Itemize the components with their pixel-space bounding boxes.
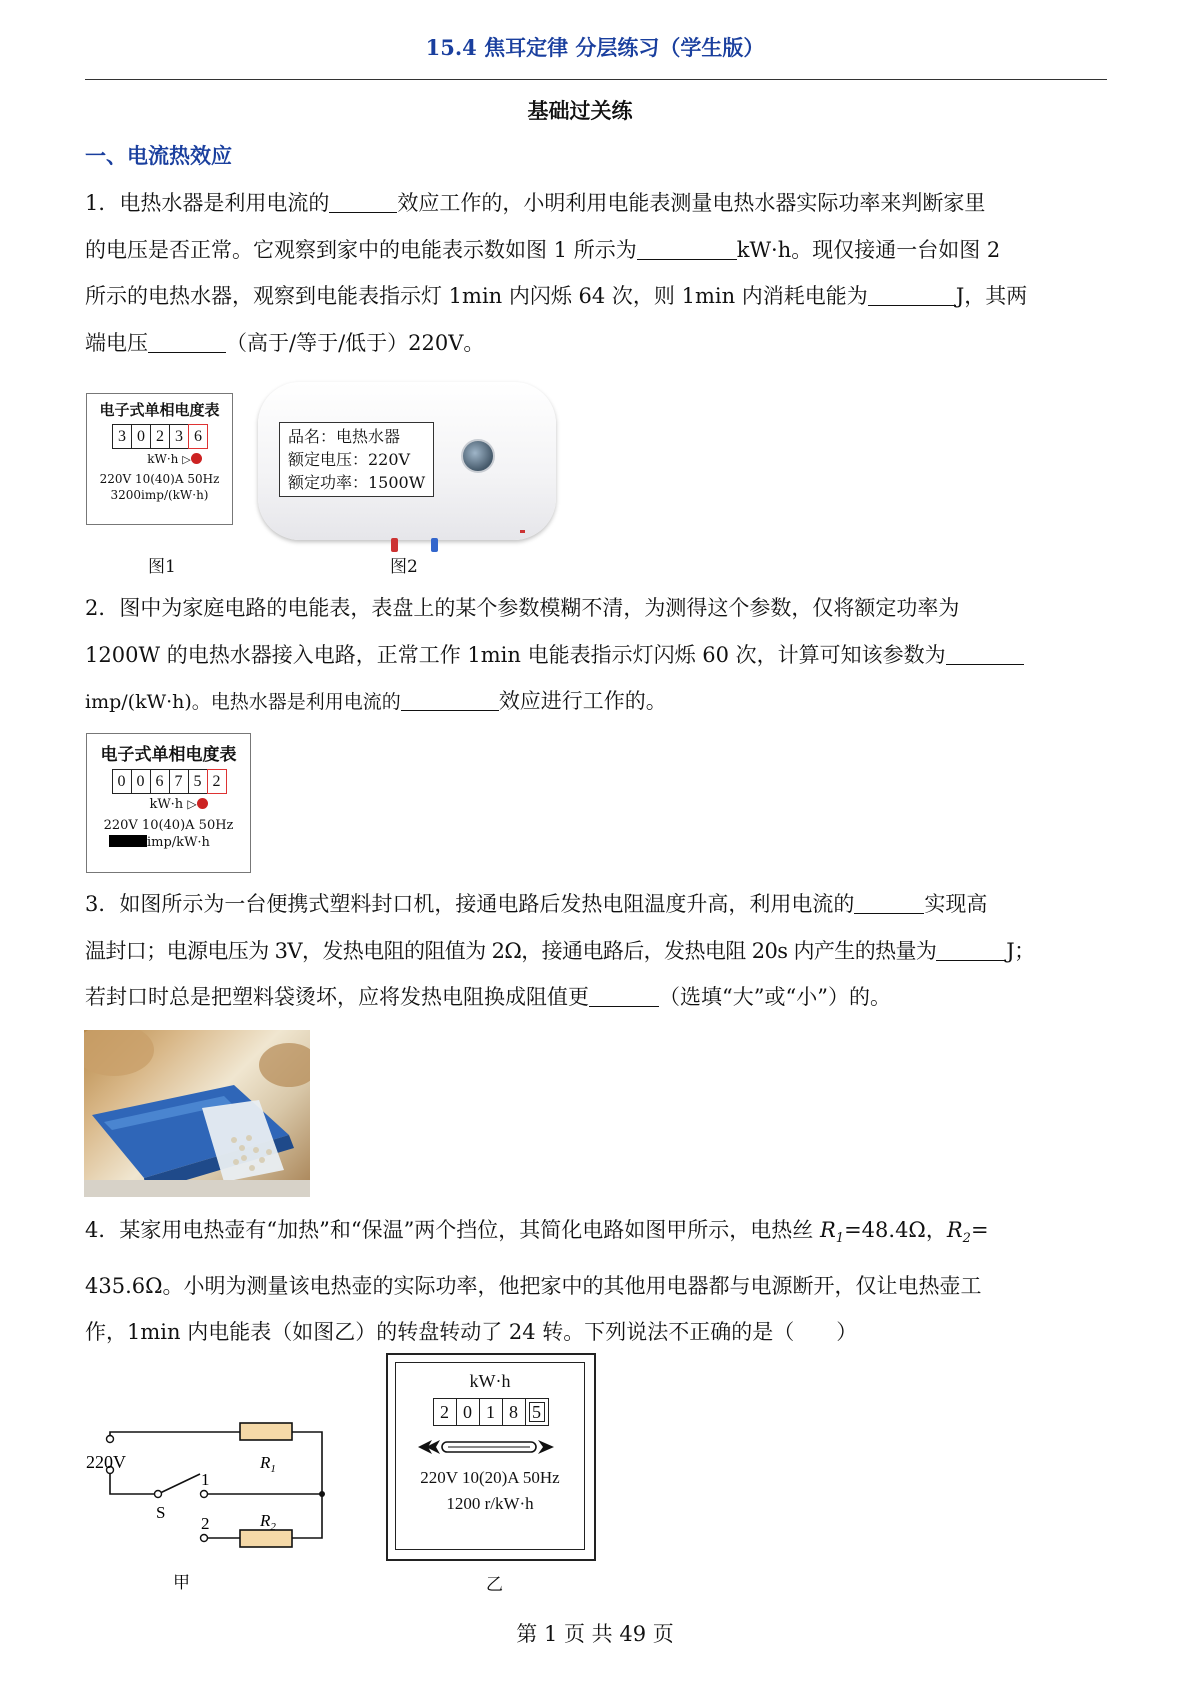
q2-line-1: 2．图中为家庭电路的电能表，表盘上的某个参数模糊不清，为测得这个参数，仅将额定功率为 xyxy=(85,596,960,620)
meter-constant-row xyxy=(87,835,250,850)
circuit-diagram xyxy=(80,1410,340,1600)
figure-1-caption: 图1 xyxy=(148,557,176,577)
meter-digit: 2 xyxy=(150,424,170,449)
meter-spec: 220V 10(40)A 50Hz xyxy=(103,818,234,833)
sealer-photo xyxy=(84,1030,310,1197)
q4-line-1: 4．某家用电热壶有“加热”和“保温”两个挡位，其简化电路如图甲所示，电热丝 $R_1=48.4\Omega$，$R_2=$ xyxy=(85,1218,989,1247)
meter-digits xyxy=(87,769,250,794)
answer-blank[interactable] xyxy=(946,642,1024,665)
q3-line-1: 3．如图所示为一台便携式塑料封口机，接通电路后发热电阻温度升高，利用电流的 实现高 xyxy=(85,892,988,916)
section-subtitle: 基础过关练 xyxy=(527,98,633,123)
answer-blank[interactable] xyxy=(637,237,737,260)
meter-digit: 1 xyxy=(479,1398,503,1426)
heater-nameplate xyxy=(279,422,434,497)
q2-line-2: 1200W 的电热水器接入电路，正常工作 1min 电能表指示灯闪烁 60 次，计算可知该参数为 xyxy=(85,632,1107,679)
q3-line-3: 若封口时总是把塑料袋烫坏，应将发热电阻换成阻值更 （选填“大”或“小”）的。 xyxy=(85,985,891,1009)
meter-digit: 3 xyxy=(112,424,132,449)
meter-digit: 0 xyxy=(112,769,132,794)
hot-pipe-icon xyxy=(391,538,398,552)
switch-position-1: 1 xyxy=(201,1470,210,1489)
answer-blank[interactable] xyxy=(329,190,397,213)
meter-digit: 5 xyxy=(188,769,208,794)
pulse-arrow-icon: ▷ xyxy=(182,453,191,466)
q1-line-2: 的电压是否正常。它观察到家中的电能表示数如图 1 所示为 kW·h。现仅接通一台如图 2 xyxy=(85,237,1001,262)
figure-2-caption: 图2 xyxy=(390,557,418,577)
q4-line-3: 作，1min 内电能表（如图乙）的转盘转动了 24 转。下列说法不正确的是（ ） xyxy=(85,1320,858,1345)
q4-line-2: 435.6Ω。小明为测量该电热壶的实际功率，他把家中的其他用电器都与电源断开，仅让电热壶工 xyxy=(85,1273,982,1298)
answer-blank[interactable] xyxy=(148,330,226,353)
meter-unit-row xyxy=(87,797,250,812)
question-1 xyxy=(85,180,1107,366)
q1-line-1: 1．电热水器是利用电流的 效应工作的，小明利用电能表测量电热水器实际功率来判断家里 xyxy=(85,191,986,215)
meter-digit: 0 xyxy=(456,1398,480,1426)
meter-title: 电子式单相电度表 xyxy=(99,401,220,419)
q1-line-3: 所示的电热水器，观察到电能表指示灯 1min 内闪烁 64 次，则 1min 内消耗电能为 J，其两 xyxy=(85,284,1028,308)
meter-digit: 6 xyxy=(188,424,208,449)
energy-meter-figure-q2 xyxy=(86,733,251,873)
heater-rated-voltage: 额定电压：220V xyxy=(288,450,411,469)
cold-pipe-icon xyxy=(431,538,438,552)
switch-position-2: 2 xyxy=(201,1514,210,1533)
answer-blank[interactable] xyxy=(868,283,956,306)
meter-digit: 2 xyxy=(207,769,227,794)
question-4 xyxy=(85,1207,1107,1356)
indicator-light-icon xyxy=(191,453,202,464)
meter-digit: 6 xyxy=(150,769,170,794)
meter-digits xyxy=(396,1398,584,1426)
rotary-energy-meter xyxy=(386,1353,596,1561)
heater-rated-power: 额定功率：1500W xyxy=(288,473,426,492)
q1-line-4: 端电压 （高于/等于/低于）220V。 xyxy=(85,330,485,355)
meter-unit: kW·h xyxy=(469,1371,511,1391)
meter-spec: 220V 10(40)A 50Hz xyxy=(99,472,220,486)
meter-title: 电子式单相电度表 xyxy=(100,745,237,765)
indicator-light-icon xyxy=(197,798,208,809)
answer-blank[interactable] xyxy=(936,938,1006,961)
rotating-disc-icon xyxy=(396,1432,584,1462)
meter-digit: 0 xyxy=(131,424,151,449)
meter-digit: 8 xyxy=(502,1398,526,1426)
r1-label: $R_1$ xyxy=(260,1453,276,1475)
meter-constant: 1200 r/kW·h xyxy=(446,1494,534,1513)
water-heater-figure xyxy=(258,382,556,540)
meter-constant: 3200imp/(kW·h) xyxy=(110,488,209,502)
switch-label: S xyxy=(156,1503,166,1522)
energy-meter-figure-1 xyxy=(86,393,233,525)
answer-blank[interactable] xyxy=(589,984,659,1007)
meter-digit: 7 xyxy=(169,769,189,794)
meter-caption: 乙 xyxy=(486,1575,503,1595)
thermostat-knob-icon xyxy=(461,439,495,473)
q3-line-2: 温封口；电源电压为 3V，发热电阻的阻值为 2Ω，接通电路后，发热电阻 20s 内产生的热量为 J； xyxy=(85,938,1035,963)
impulse-sealer-illustration xyxy=(84,1030,310,1197)
meter-constant: imp/kW·h xyxy=(147,835,210,850)
question-3 xyxy=(85,881,1107,1021)
meter-digit: 5 xyxy=(525,1398,549,1426)
meter-digit: 2 xyxy=(433,1398,457,1426)
meter-digit: 3 xyxy=(169,424,189,449)
obscured-value-block xyxy=(109,835,147,847)
indicator-mark xyxy=(520,530,525,533)
document-title: 15.4 焦耳定律 分层练习（学生版） xyxy=(425,35,765,60)
meter-unit-row xyxy=(87,452,232,466)
circuit-voltage-label: 220V xyxy=(86,1452,126,1472)
heater-name: 品名：电热水器 xyxy=(288,427,401,446)
r2-label: $R_2$ xyxy=(260,1511,276,1533)
answer-blank[interactable] xyxy=(401,688,499,711)
meter-inner-frame xyxy=(395,1362,585,1550)
section-heading: 一、电流热效应 xyxy=(85,143,232,168)
meter-digits xyxy=(87,424,232,449)
pulse-arrow-icon: ▷ xyxy=(187,797,197,811)
header-rule xyxy=(85,79,1107,80)
answer-blank[interactable] xyxy=(854,891,924,914)
meter-digit: 0 xyxy=(131,769,151,794)
meter-spec: 220V 10(20)A 50Hz xyxy=(420,1468,560,1487)
page-number: 第 1 页 共 49 页 xyxy=(516,1622,674,1646)
circuit-caption: 甲 xyxy=(173,1573,190,1593)
question-2 xyxy=(85,585,1107,726)
meter-unit: kW·h xyxy=(147,452,179,466)
q2-line-3: imp/(kW·h)。电热水器是利用电流的 效应进行工作的。 xyxy=(85,689,667,713)
meter-unit: kW·h xyxy=(149,797,184,812)
